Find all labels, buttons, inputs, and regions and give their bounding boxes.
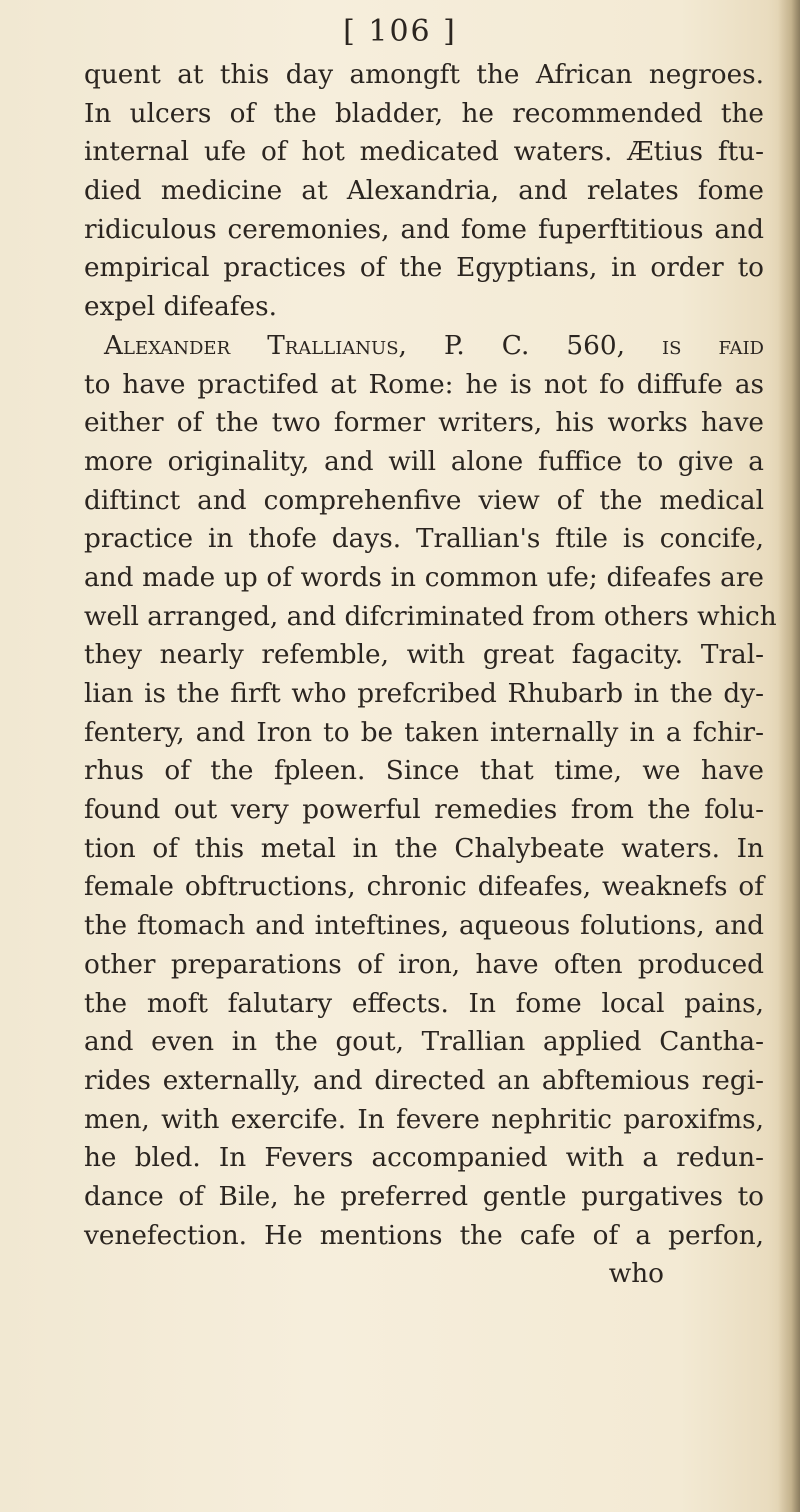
text-line: lian is the firft who prefcribed Rhubarb in the dy- [84,679,764,709]
text-line: ridiculous ceremonies, and fome fuperftitious and [84,214,764,245]
text-line: In ulcers of the bladder, he recommended the [84,98,764,129]
text-line: more originality, and will alone fuffice to give a [84,446,764,477]
text-line: diftinct and comprehenfive view of the medical [84,485,764,516]
text-line: internal ufe of hot medicated waters. Ætius ftu- [84,137,764,168]
text-line: quent at this day amongft the African negroes. [84,60,764,90]
text-line: empirical practices of the Egyptians, in order to [84,253,764,284]
page-edge-shadow [778,0,800,1512]
text-line: to have practifed at Rome: he is not fo diffufe as [84,369,764,400]
text-line: female obftructions, chronic difeafes, weaknefs of [84,872,764,903]
text-line: found out very powerful remedies from the folu- [84,795,764,826]
text-line: men, with exercife. In fevere nephritic paroxifms, [84,1104,764,1135]
text-line: other preparations of iron, have often produced [84,949,764,980]
text-line: dance of Bile, he preferred gentle purgatives to [84,1181,764,1212]
text-line: Alexander Trallianus, P. C. 560, is faid [104,330,764,361]
text-line: venefection. He mentions the cafe of a perfon, [84,1220,764,1251]
text-line: practice in thofe days. Trallian's ftile is concife, [84,524,764,555]
text-line: he bled. In Fevers accompanied with a redun- [84,1143,764,1174]
body-text [84,56,777,1294]
text-line: rides externally, and directed an abftemious regi- [84,1065,764,1096]
page-header: [ 106 ] [343,14,457,49]
text-line: well arranged, and difcriminated from others which [84,601,777,632]
text-line: died medicine at Alexandria, and relates fome [84,176,764,207]
text-line: expel difeafes. [84,292,277,323]
text-line: fentery, and Iron to be taken internally in a fchir- [84,717,764,748]
text-line: tion of this metal in the Chalybeate waters. In [84,833,764,864]
text-line: either of the two former writers, his works have [84,408,764,439]
text-line: the moft falutary effects. In fome local pains, [84,988,764,1019]
text-line: rhus of the fpleen. Since that time, we have [84,756,764,787]
text-line: and made up of words in common ufe; difeafes are [84,562,764,593]
text-line: the ftomach and inteftines, aqueous folutions, and [84,911,764,942]
catchword: who [608,1259,664,1290]
text-line: and even in the gout, Trallian applied Cantha- [84,1027,764,1058]
text-line: they nearly refemble, with great fagacity. Tral- [84,640,764,671]
